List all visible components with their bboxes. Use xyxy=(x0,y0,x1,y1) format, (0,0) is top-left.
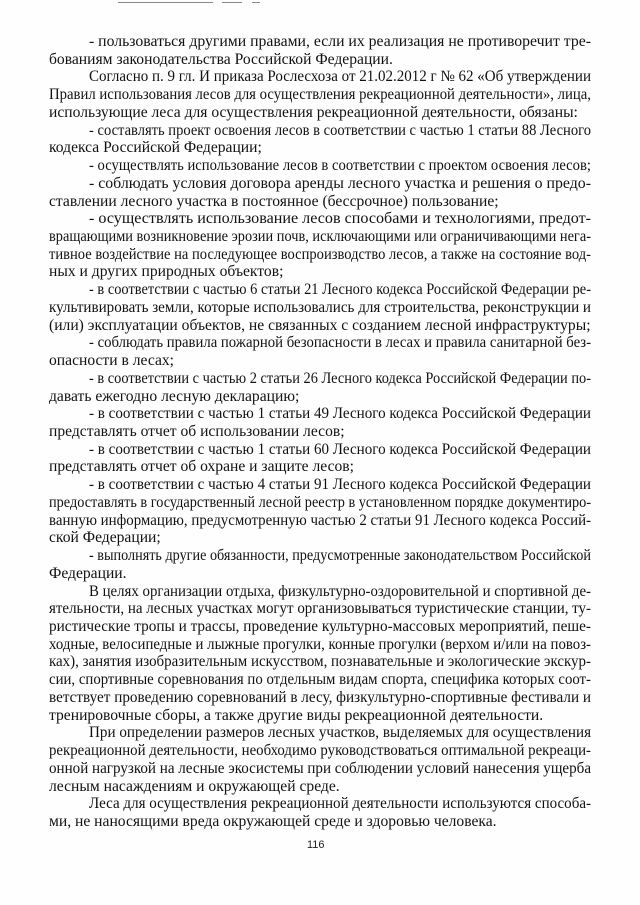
text-line: представлять отчет об использовании лесов; xyxy=(49,423,345,440)
scan-artifact xyxy=(118,2,213,3)
text-line: Правил использования лесов для осуществления рекреационной деятельности», лица, xyxy=(49,86,591,104)
text-line: давать ежегодно лесную декларацию; xyxy=(49,387,300,405)
text-line: ветствует проведению соревнований в лесу, физкультурно-спортивные фестивали и xyxy=(49,688,592,706)
text-line: рекреационной деятельности, необходимо руководствоваться оптимальной рекреаци- xyxy=(49,742,591,760)
text-line: использующие леса для осуществления рекреационной деятельности, обязаны: xyxy=(49,103,578,121)
text-line: представлять отчет об охране и защите лесов; xyxy=(49,458,354,476)
text-line: ристические тропы и трассы, проведение культурно-массовых мероприятий, пеше- xyxy=(49,618,591,635)
text-line: сии, спортивные соревнования по отдельным видам спорта, специфика которых соот- xyxy=(49,671,591,689)
text-line: ской Федерации; xyxy=(49,529,161,547)
page-number: 116 xyxy=(307,839,325,851)
text-line: тивное воздействие на последующее воспроизводство лесов, а также на состояние вод- xyxy=(49,245,592,263)
text-line: (или) эксплуатации объектов, не связанных с созданием лесной инфраструктуры; xyxy=(49,316,591,334)
text-line: - пользоваться другими правами, если их реализация не противоречит тре- xyxy=(89,33,591,50)
text-line: онной нагрузкой на лесные экосистемы при соблюдении условий нанесения ущерба xyxy=(49,759,592,777)
scan-artifact xyxy=(252,2,260,3)
text-line: - осуществлять использование лесов способами и технологиями, предот- xyxy=(89,210,592,228)
text-line: опасности в лесах; xyxy=(49,352,175,370)
text-line: предоставлять в государственный лесной реестр в установленном порядке документиро- xyxy=(49,493,592,511)
text-line: кодекса Российской Федерации; xyxy=(49,139,262,157)
text-line: - соблюдать правила пожарной безопасности в лесах и правила санитарной без- xyxy=(89,334,592,352)
text-line: - в соответствии с частью 4 статьи 91 Лесного кодекса Российской Федерации xyxy=(89,476,592,494)
text-line: Согласно п. 9 гл. И приказа Рослесхоза от 21.02.2012 г № 62 «Об утверждении xyxy=(89,68,591,86)
text-line: ставлении лесного участка в постоянное (бессрочное) пользование; xyxy=(49,192,499,210)
text-line: - в соответствии с частью 2 статьи 26 Лесного кодекса Российской Федерации по- xyxy=(89,369,592,387)
text-line: ми, не наносящими вреда окружающей среде и здоровью человека. xyxy=(49,813,497,830)
text-line: - осуществлять использование лесов в соответствии с проектом освоения лесов; xyxy=(89,157,592,175)
text-line: ятельности, на лесных участках могут организовываться туристические станции, ту- xyxy=(49,600,592,618)
text-line: вращающими возникновение эрозии почв, исключающими или ограничивающими нега- xyxy=(49,228,591,245)
text-line: - составлять проект освоения лесов в соответствии с частью 1 статьи 88 Лесного xyxy=(89,121,591,139)
scan-artifact xyxy=(222,2,242,3)
text-line: ходные, велосипедные и лыжные прогулки, конные прогулки (верхом и/или на повоз- xyxy=(49,635,591,653)
text-line: Леса для осуществления рекреационной деятельности используются способа- xyxy=(89,795,592,813)
text-line: тренировочные сборы, а также другие виды рекреационной деятельности. xyxy=(49,706,544,724)
text-line: культивировать земли, которые использовались для строительства, реконструкции и xyxy=(49,298,591,316)
text-line: - соблюдать условия договора аренды лесного участка и решения о предо- xyxy=(89,174,592,192)
text-line: ванную информацию, предусмотренную частью 2 статьи 91 Лесного кодекса Россий- xyxy=(49,511,592,529)
text-line: лесным насаждениям и окружающей среде. xyxy=(49,777,340,795)
text-line: - выполнять другие обязанности, предусмотренные законодательством Российской xyxy=(89,547,591,565)
text-line: Федерации. xyxy=(49,564,127,582)
text-line: При определении размеров лесных участков, выделяемых для осуществления xyxy=(89,724,592,742)
text-line: - в соответствии с частью 6 статьи 21 Лесного кодекса Российской Федерации ре- xyxy=(89,281,592,299)
text-line: - в соответствии с частью 1 статьи 60 Лесного кодекса Российской Федерации xyxy=(89,440,592,458)
text-line: В целях организации отдыха, физкультурно-оздоровительной и спортивной де- xyxy=(89,582,591,600)
text-line: ных и других природных объектов; xyxy=(49,263,284,281)
text-line: бованиям законодательства Российской Федерации. xyxy=(49,50,393,68)
text-line: - в соответствии с частью 1 статьи 49 Лесного кодекса Российской Федерации xyxy=(89,405,592,423)
text-line: ках), занятия изобразительным искусством, познавательные и экологические экскур- xyxy=(49,653,591,671)
